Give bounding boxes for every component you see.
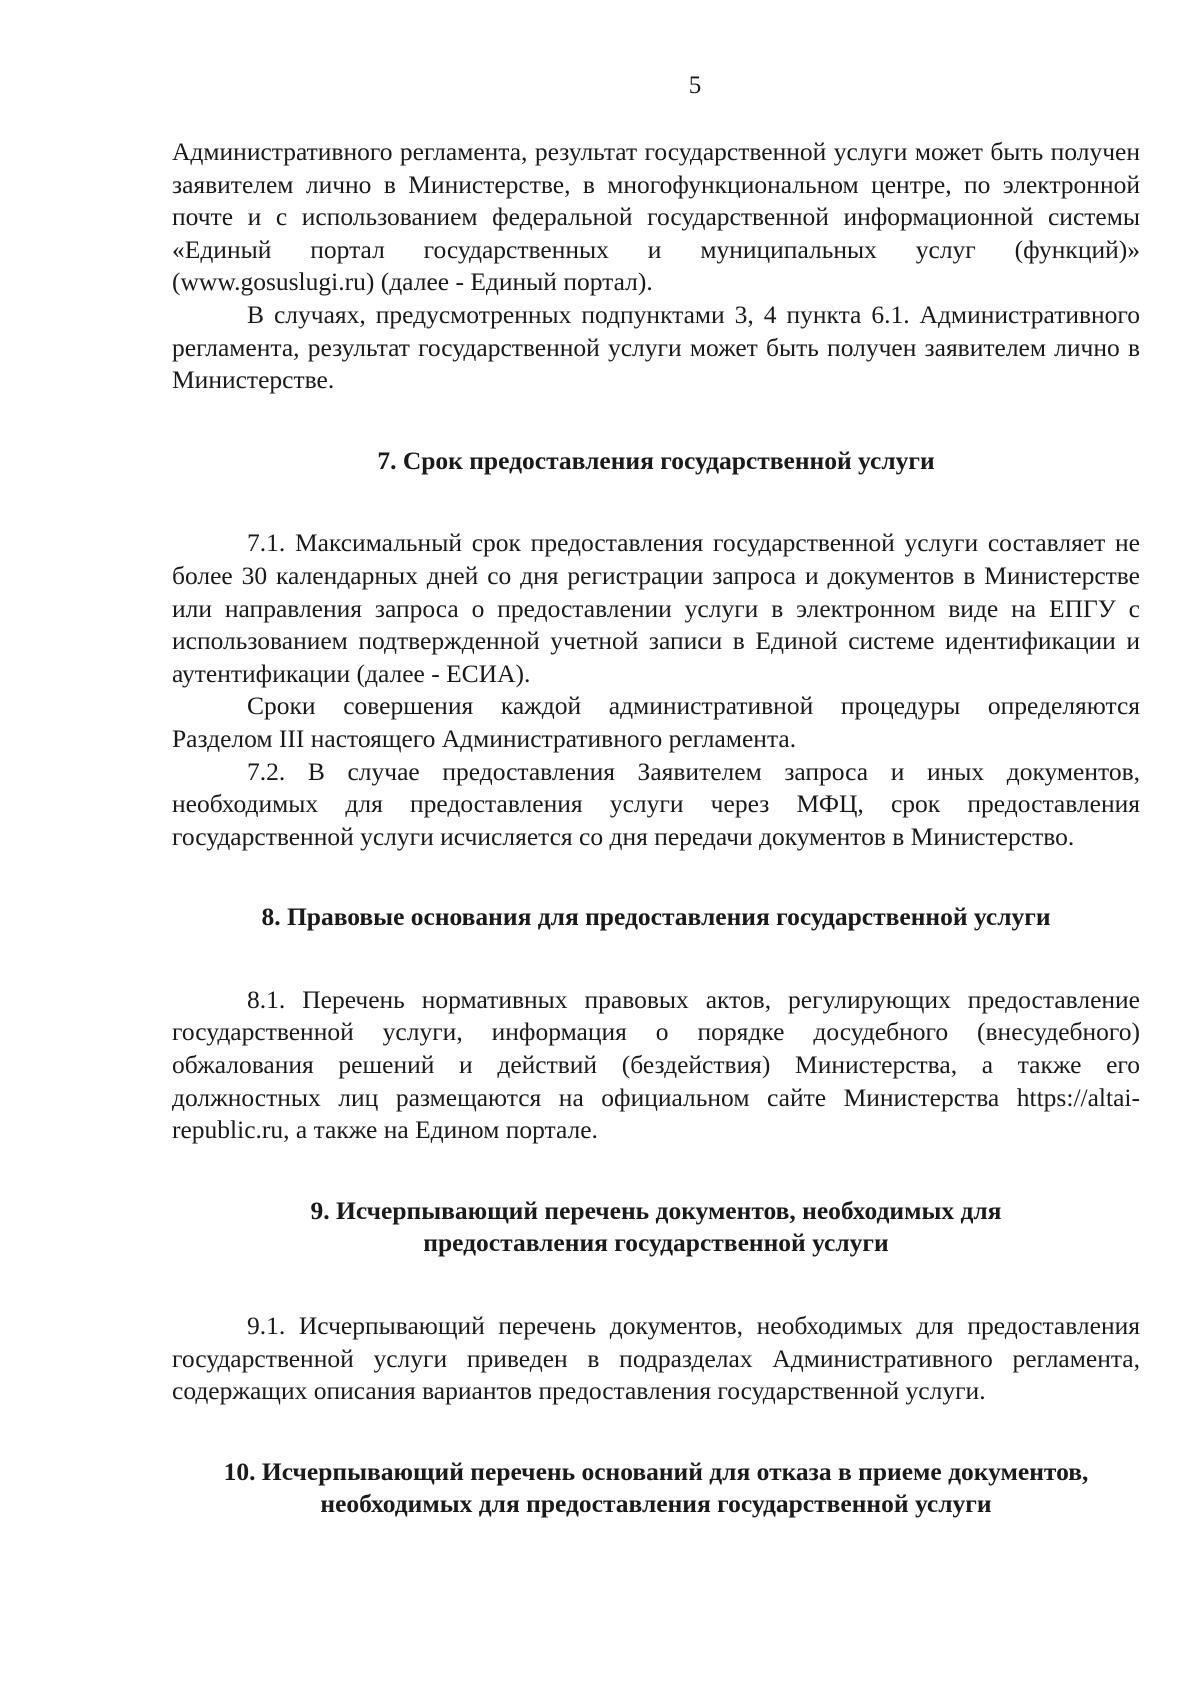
paragraph-7-1: 7.1. Максимальный срок предоставления государственной услуги составляет не более 30 календарных дней со дня регистрации запроса и документов в Министерстве или направления запроса о предоставлении услуги в электронном виде на ЕПГУ с использованием подтвержденной учетной записи в Единой системе идентификации и аутентификации (далее - ЕСИА).	[172, 528, 1140, 688]
section-heading-10	[172, 1456, 1140, 1521]
paragraph-procedure-deadlines: Сроки совершения каждой административной процедуры определяются Разделом III настоящего Административного регламента.	[172, 691, 1140, 753]
section-heading-9-line-2: предоставления государственной услуги	[423, 1228, 889, 1258]
section-heading-10-line-2: необходимых для предоставления государственной услуги	[320, 1489, 992, 1519]
paragraph-7-2: 7.2. В случае предоставления Заявителем запроса и иных документов, необходимых для предоставления услуги через МФЦ, срок предоставления государственной услуги исчисляется со дня передачи документов в Министерство.	[172, 756, 1140, 851]
section-heading-9-line-1: 9. Исчерпывающий перечень документов, необходимых для	[310, 1195, 1002, 1225]
section-heading-9	[172, 1195, 1140, 1260]
paragraph-9-1: 9.1. Исчерпывающий перечень документов, необходимых для предоставления государственной услуги приведен в подразделах Административного регламента, содержащих описания вариантов предоставления государственной услуги.	[172, 1311, 1140, 1406]
section-heading-8: 8. Правовые основания для предоставления государственной услуги	[261, 902, 1051, 932]
page-number: 5	[688, 72, 702, 99]
paragraph-8-1: 8.1. Перечень нормативных правовых актов, регулирующих предоставление государственной услуги, информация о порядке досудебного (внесудебного) обжалования решений и действий (бездействия) Министерства, а также его должностных лиц размещаются на официальном сайте Министерства https://altai-republic.ru, а также на Едином портале.	[172, 984, 1140, 1145]
document-body	[172, 136, 1140, 1521]
section-heading-10-line-1: 10. Исчерпывающий перечень оснований для отказа в приеме документов,	[223, 1456, 1089, 1486]
paragraph-result-delivery: Административного регламента, результат государственной услуги может быть получен заявителем лично в Министерстве, в многофункциональном центре, по электронной почте и с использованием федеральной государственной информационной системы «Единый портал государственных и муниципальных услуг (функций)» (www.gosuslugi.ru) (далее - Единый портал).	[172, 137, 1140, 297]
paragraph-result-in-ministry: В случаях, предусмотренных подпунктами 3, 4 пункта 6.1. Административного регламента, результат государственной услуги может быть получен заявителем лично в Министерстве.	[172, 299, 1140, 395]
section-heading-7: 7. Срок предоставления государственной услуги	[377, 445, 935, 475]
